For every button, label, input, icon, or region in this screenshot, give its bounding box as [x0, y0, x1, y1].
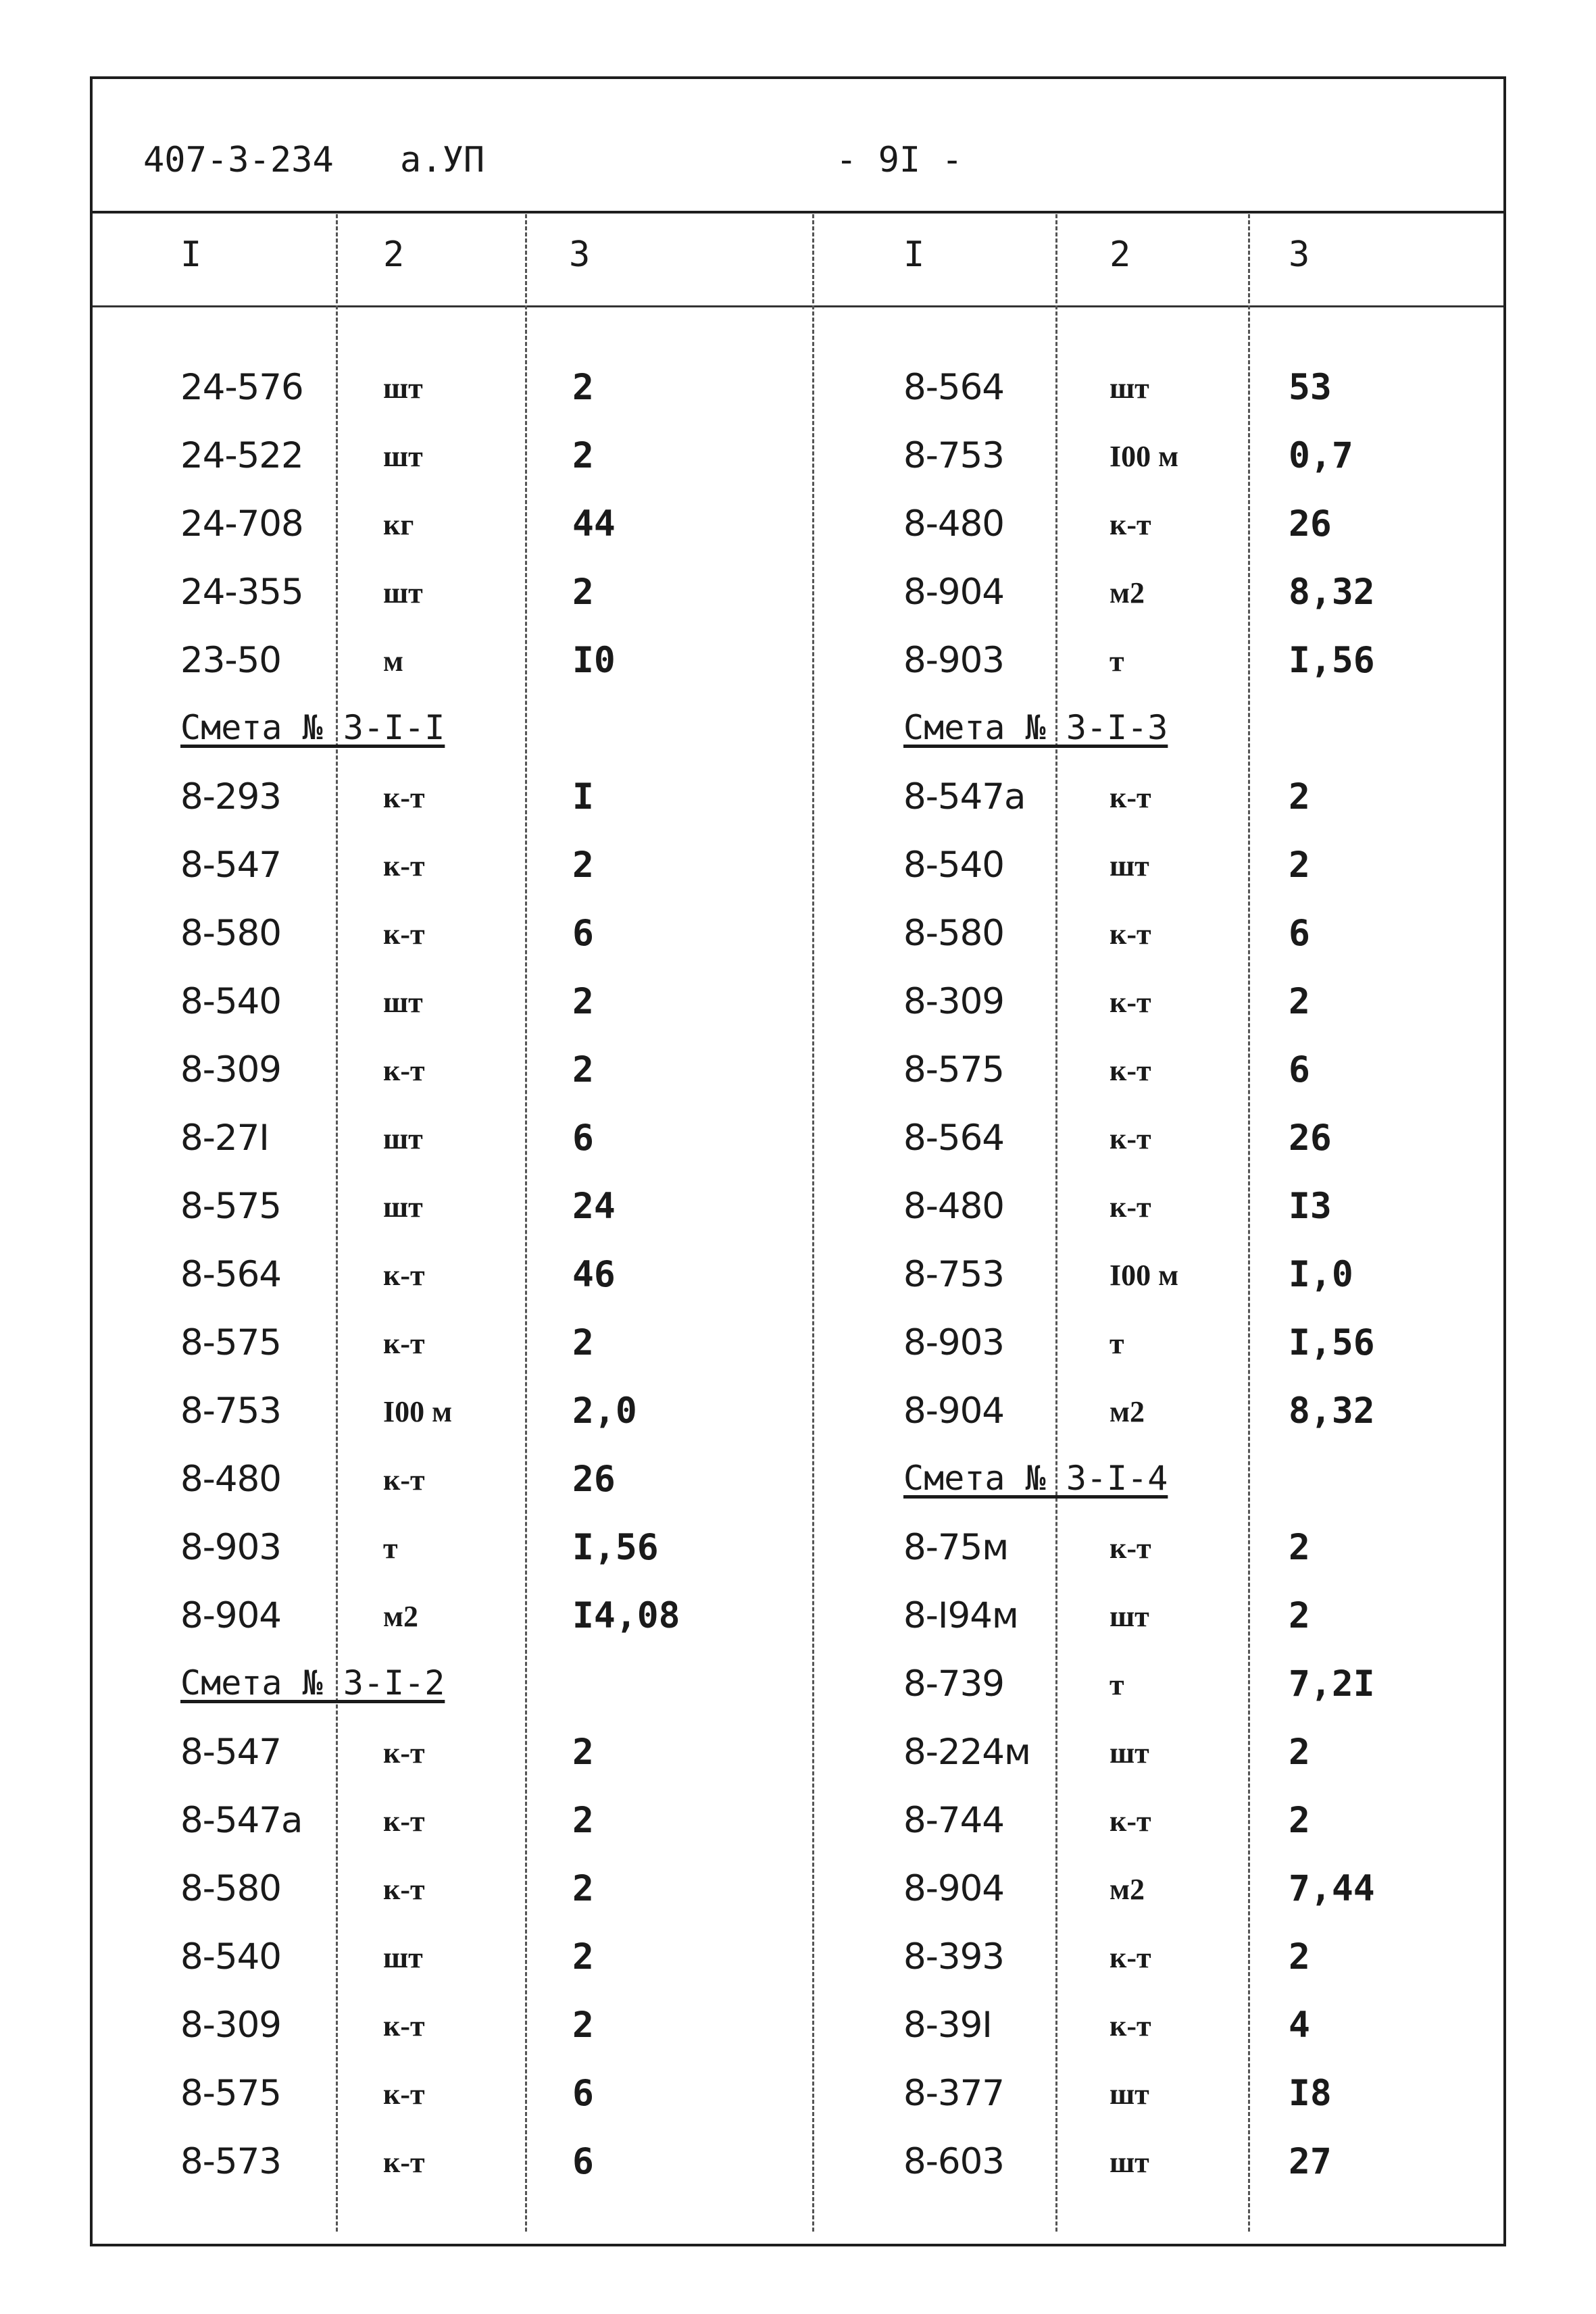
unit: м2 [1109, 1395, 1145, 1428]
quantity: 26 [572, 1459, 616, 1500]
col-header-right-1: I [903, 234, 925, 275]
column-divider [812, 214, 814, 2232]
quantity: I,0 [1289, 1254, 1353, 1295]
item-code: 8-739 [903, 1663, 1005, 1705]
quantity: 6 [1289, 913, 1310, 954]
unit: к-т [383, 1736, 425, 1769]
quantity: 2 [572, 1322, 594, 1363]
quantity: 6 [572, 2141, 594, 2182]
quantity: I,56 [1289, 1322, 1375, 1363]
item-code: 8-I94м [903, 1595, 1018, 1636]
quantity: 2 [572, 1049, 594, 1090]
quantity: 53 [1289, 367, 1332, 408]
quantity: 2 [572, 1936, 594, 1978]
unit: к-т [1109, 1190, 1151, 1224]
quantity: I8 [1289, 2073, 1332, 2114]
item-code: 23-50 [180, 640, 282, 681]
item-code: 8-27I [180, 1117, 269, 1159]
unit: к-т [1109, 781, 1151, 814]
item-code: 8-753 [903, 1254, 1005, 1295]
quantity: 2,0 [572, 1390, 637, 1432]
unit: к-т [383, 849, 425, 882]
unit: к-т [1109, 1941, 1151, 1974]
unit: т [1109, 645, 1124, 678]
item-code: 8-377 [903, 2073, 1005, 2114]
item-code: 8-903 [180, 1527, 282, 1568]
unit: к-т [383, 1259, 425, 1292]
quantity: 27 [1289, 2141, 1332, 2182]
unit: к-т [383, 1327, 425, 1360]
item-code: 8-564 [180, 1254, 282, 1295]
unit: шт [1109, 1600, 1149, 1633]
doc-code: 407-3-234 [143, 140, 334, 180]
quantity: 2 [572, 845, 594, 886]
item-code: 8-293 [180, 776, 282, 818]
quantity: 6 [572, 2073, 594, 2114]
item-code: 8-480 [903, 503, 1005, 545]
quantity: 2 [1289, 1527, 1310, 1568]
quantity: I3 [1289, 1186, 1332, 1227]
smeta-heading: Смета № 3-I-4 [903, 1459, 1168, 1498]
column-divider [1248, 214, 1250, 2232]
item-code: 8-540 [180, 981, 282, 1022]
quantity: 2 [1289, 776, 1310, 818]
quantity: 2 [1289, 845, 1310, 886]
item-code: 8-904 [903, 1868, 1005, 1909]
unit: к-т [383, 2146, 425, 2179]
item-code: 8-547 [180, 1732, 282, 1773]
item-code: 8-564 [903, 1117, 1005, 1159]
unit: м2 [383, 1600, 418, 1633]
item-code: 8-75м [903, 1527, 1009, 1568]
quantity: 2 [572, 981, 594, 1022]
item-code: 24-522 [180, 435, 303, 476]
unit: к-т [1109, 1054, 1151, 1087]
quantity: 2 [572, 1868, 594, 1909]
item-code: 8-753 [903, 435, 1005, 476]
unit: шт [383, 576, 423, 609]
unit: м2 [1109, 1873, 1145, 1906]
column-divider [336, 214, 338, 2232]
smeta-heading: Смета № 3-I-3 [903, 708, 1168, 747]
unit: к-т [1109, 2009, 1151, 2042]
unit: м2 [1109, 576, 1145, 609]
unit: к-т [1109, 508, 1151, 541]
quantity: 24 [572, 1186, 616, 1227]
unit: к-т [383, 2078, 425, 2111]
quantity: 2 [1289, 1800, 1310, 1841]
item-code: 8-564 [903, 367, 1005, 408]
unit: шт [1109, 1736, 1149, 1769]
item-code: 8-540 [180, 1936, 282, 1978]
column-divider [525, 214, 527, 2232]
item-code: 8-540 [903, 845, 1005, 886]
unit: к-т [383, 781, 425, 814]
col-header-right-3: 3 [1289, 234, 1310, 275]
quantity: 7,44 [1289, 1868, 1375, 1909]
quantity: 2 [572, 572, 594, 613]
unit: I00 м [1109, 1259, 1179, 1292]
item-code: 8-309 [180, 2005, 282, 2046]
quantity: 2 [572, 1732, 594, 1773]
unit: к-т [383, 1054, 425, 1087]
unit: к-т [1109, 986, 1151, 1019]
item-code: 8-603 [903, 2141, 1005, 2182]
item-code: 8-744 [903, 1800, 1005, 1841]
quantity: 2 [572, 367, 594, 408]
album-number: а.УП [400, 140, 485, 180]
unit: к-т [383, 917, 425, 951]
item-code: 8-39I [903, 2005, 992, 2046]
quantity: 6 [1289, 1049, 1310, 1090]
item-code: 8-309 [180, 1049, 282, 1090]
item-code: 8-575 [180, 2073, 282, 2114]
quantity: 2 [572, 435, 594, 476]
quantity: I,56 [572, 1527, 659, 1568]
unit: к-т [383, 1873, 425, 1906]
document-frame [90, 76, 1506, 2246]
item-code: 8-580 [180, 1868, 282, 1909]
unit: шт [383, 1190, 423, 1224]
quantity: 4 [1289, 2005, 1310, 2046]
unit: шт [383, 1122, 423, 1155]
quantity: 2 [572, 1800, 594, 1841]
item-code: 8-547 [180, 845, 282, 886]
unit: к-т [1109, 1122, 1151, 1155]
unit: т [1109, 1327, 1124, 1360]
item-code: 8-580 [180, 913, 282, 954]
smeta-heading: Смета № 3-I-2 [180, 1663, 445, 1703]
unit: шт [1109, 849, 1149, 882]
quantity: 2 [1289, 981, 1310, 1022]
unit: к-т [1109, 1805, 1151, 1838]
unit: к-т [383, 1805, 425, 1838]
item-code: 24-576 [180, 367, 303, 408]
col-header-left-3: 3 [569, 234, 591, 275]
unit: шт [1109, 2146, 1149, 2179]
smeta-heading: Смета № 3-I-I [180, 708, 445, 747]
item-code: 8-753 [180, 1390, 282, 1432]
quantity: 2 [1289, 1732, 1310, 1773]
item-code: 8-903 [903, 1322, 1005, 1363]
unit: к-т [383, 1463, 425, 1496]
column-header-divider [93, 305, 1503, 307]
quantity: 2 [572, 2005, 594, 2046]
item-code: 8-904 [180, 1595, 282, 1636]
col-header-left-2: 2 [383, 234, 405, 275]
item-code: 8-547а [180, 1800, 303, 1841]
quantity: 8,32 [1289, 572, 1375, 613]
quantity: 6 [572, 913, 594, 954]
unit: I00 м [1109, 440, 1179, 473]
quantity: 6 [572, 1117, 594, 1159]
quantity: 26 [1289, 503, 1332, 545]
unit: т [1109, 1668, 1124, 1701]
quantity: 2 [1289, 1595, 1310, 1636]
quantity: 46 [572, 1254, 616, 1295]
item-code: 24-708 [180, 503, 303, 545]
column-divider [1055, 214, 1057, 2232]
item-code: 8-904 [903, 1390, 1005, 1432]
quantity: I [572, 776, 594, 818]
unit: кг [383, 508, 414, 541]
item-code: 8-575 [903, 1049, 1005, 1090]
quantity: 8,32 [1289, 1390, 1375, 1432]
unit: шт [383, 986, 423, 1019]
item-code: 8-393 [903, 1936, 1005, 1978]
item-code: 24-355 [180, 572, 303, 613]
unit: м [383, 645, 403, 678]
quantity: 2 [1289, 1936, 1310, 1978]
unit: к-т [383, 2009, 425, 2042]
unit: I00 м [383, 1395, 453, 1428]
header-divider [93, 211, 1503, 213]
unit: к-т [1109, 1532, 1151, 1565]
item-code: 8-573 [180, 2141, 282, 2182]
item-code: 8-575 [180, 1186, 282, 1227]
item-code: 8-309 [903, 981, 1005, 1022]
quantity: 0,7 [1289, 435, 1353, 476]
item-code: 8-224м [903, 1732, 1030, 1773]
unit: шт [383, 440, 423, 473]
item-code: 8-480 [180, 1459, 282, 1500]
unit: шт [1109, 2078, 1149, 2111]
quantity: I4,08 [572, 1595, 680, 1636]
item-code: 8-904 [903, 572, 1005, 613]
item-code: 8-580 [903, 913, 1005, 954]
quantity: I,56 [1289, 640, 1375, 681]
quantity: I0 [572, 640, 616, 681]
col-header-left-1: I [180, 234, 202, 275]
quantity: 44 [572, 503, 616, 545]
col-header-right-2: 2 [1109, 234, 1131, 275]
item-code: 8-903 [903, 640, 1005, 681]
unit: к-т [1109, 917, 1151, 951]
unit: шт [383, 1941, 423, 1974]
unit: шт [1109, 372, 1149, 405]
quantity: 7,2I [1289, 1663, 1375, 1705]
item-code: 8-547а [903, 776, 1026, 818]
quantity: 26 [1289, 1117, 1332, 1159]
unit: т [383, 1532, 398, 1565]
unit: шт [383, 372, 423, 405]
page-number: - 9I - [836, 140, 963, 180]
item-code: 8-575 [180, 1322, 282, 1363]
item-code: 8-480 [903, 1186, 1005, 1227]
